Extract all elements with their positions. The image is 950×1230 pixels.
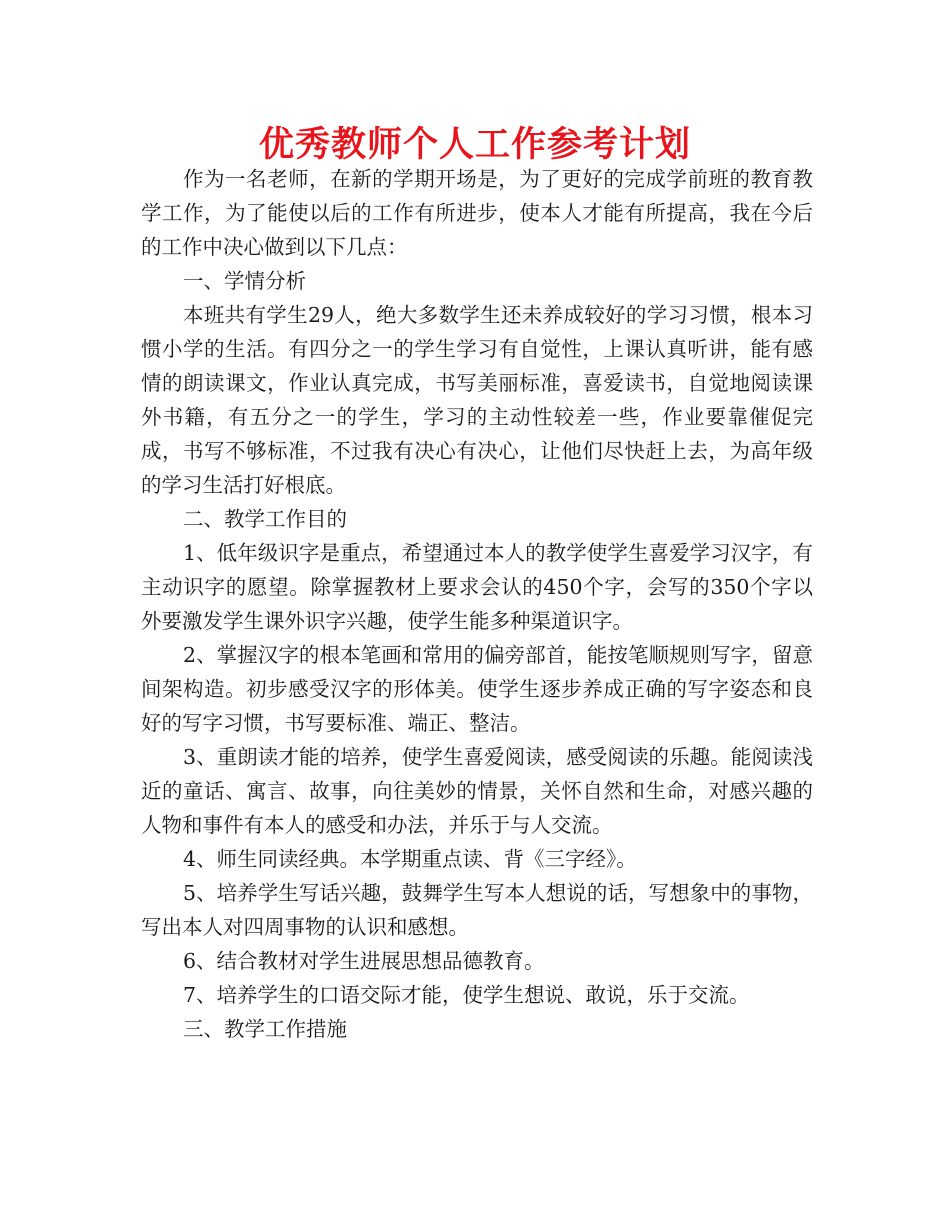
goal-item-7: 7、培养学生的口语交际才能，使学生想说、敢说，乐于交流。 — [183, 983, 750, 1007]
section-heading-teaching-measures: 三、教学工作措施 — [183, 1017, 347, 1041]
goal-item-4: 4、师生同读经典。本学期重点读、背《三字经》。 — [183, 847, 637, 871]
section-heading-teaching-goals: 二、教学工作目的 — [183, 507, 347, 531]
goal-item-5: 5、培养学生写话兴趣，鼓舞学生写本人想说的话，写想象中的事物，写出本人对四周事物的认识和感想。 — [141, 881, 813, 939]
document-body — [141, 162, 813, 1046]
goal-item-3: 3、重朗读才能的培养，使学生喜爱阅读，感受阅读的乐趣。能阅读浅近的童话、寓言、故事，向往美妙的情景，关怀自然和生命，对感兴趣的人物和事件有本人的感受和办法，并乐于与人交流。 — [141, 745, 813, 837]
paragraph-student-analysis: 本班共有学生29人，绝大多数学生还未养成较好的学习习惯，根本习惯小学的生活。有四分之一的学生学习有自觉性，上课认真听讲，能有感情的朗读课文，作业认真完成，书写美丽标准，喜爱读书，自觉地阅读课外书籍，有五分之一的学生，学习的主动性较差一些，作业要靠催促完成，书写不够标准，不过我有决心有决心，让他们尽快赶上去，为高年级的学习生活打好根底。 — [141, 303, 813, 497]
goal-item-6: 6、结合教材对学生进展思想品德教育。 — [183, 949, 545, 973]
document-title: 优秀教师个人工作参考计划 — [258, 125, 691, 165]
goal-item-2: 2、掌握汉字的根本笔画和常用的偏旁部首，能按笔顺规则写字，留意间架构造。初步感受汉字的形体美。使学生逐步养成正确的写字姿态和良好的写字习惯，书写要标准、端正、整洁。 — [141, 643, 813, 735]
paragraph-intro: 作为一名老师，在新的学期开场是，为了更好的完成学前班的教育教学工作，为了能使以后的工作有所进步，使本人才能有所提高，我在今后的工作中决心做到以下几点： — [141, 167, 813, 259]
section-heading-student-analysis: 一、学情分析 — [183, 269, 306, 293]
goal-item-1: 1、低年级识字是重点，希望通过本人的教学使学生喜爱学习汉字，有主动识字的愿望。除掌握教材上要求会认的450个字，会写的350个字以外要激发学生课外识字兴趣，使学生能多种渠道识字。 — [141, 541, 813, 633]
